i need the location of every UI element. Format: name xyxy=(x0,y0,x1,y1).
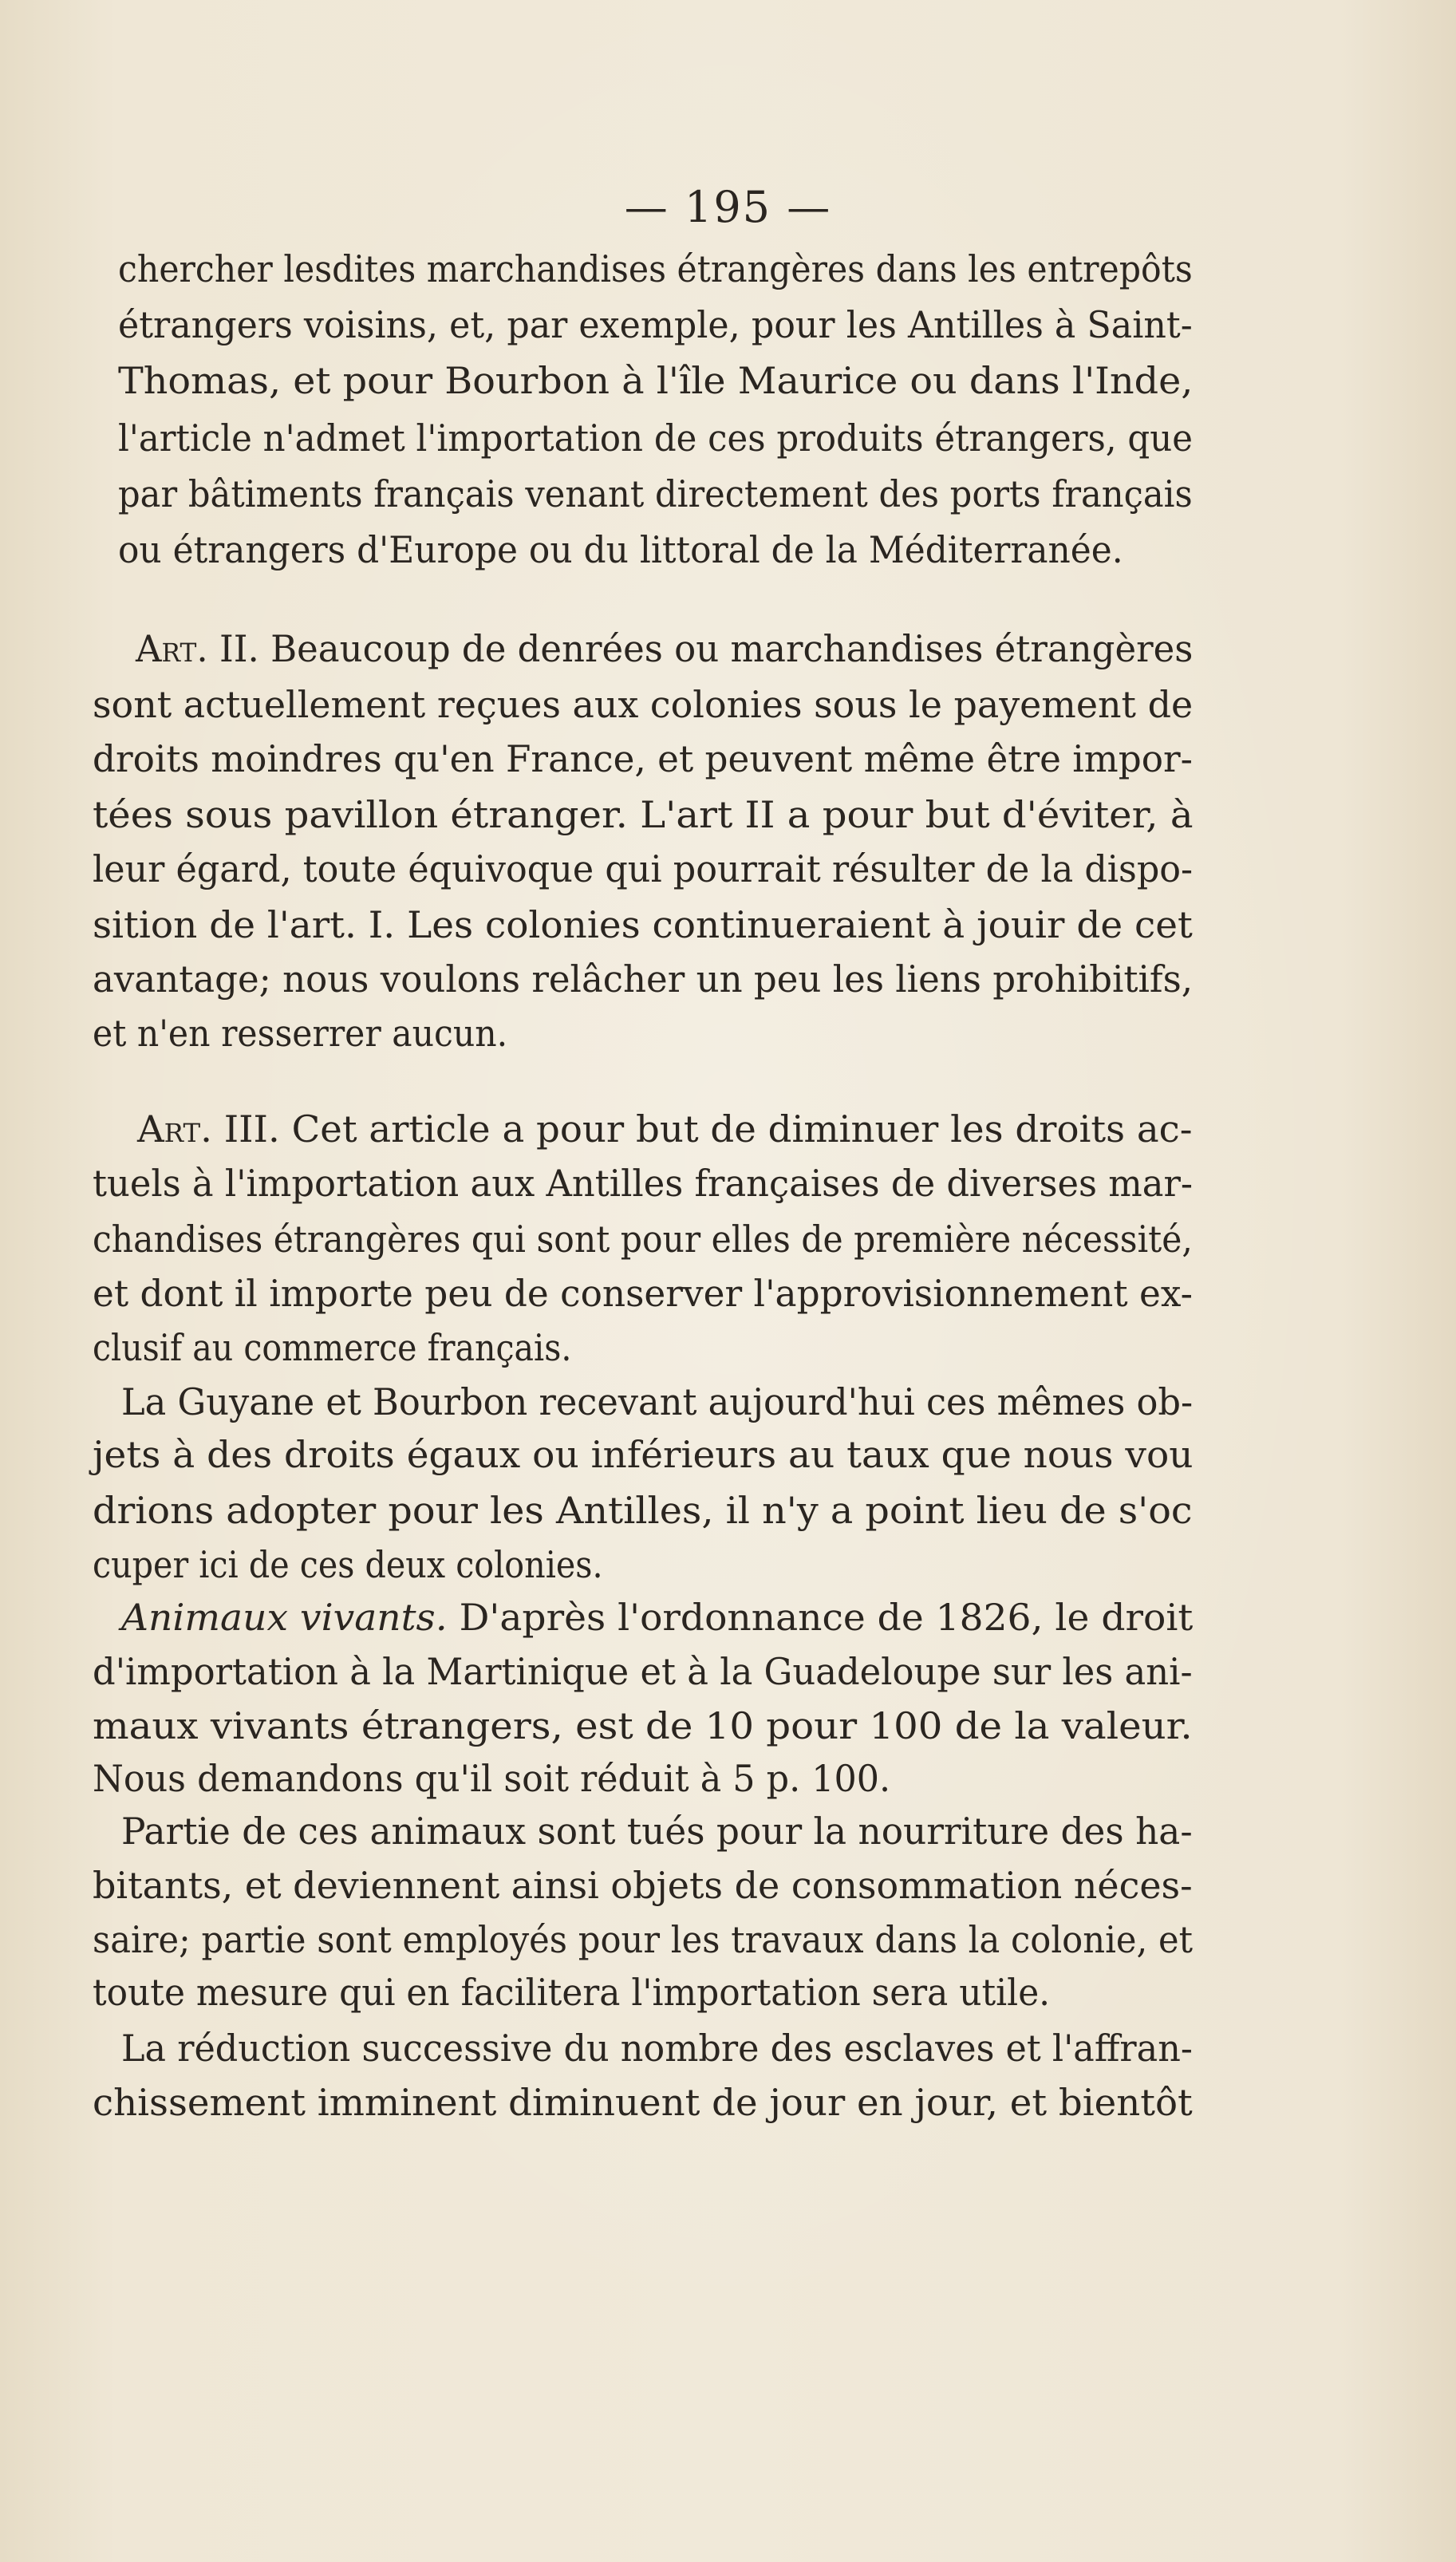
text-line: par bâtiments français venant directement des ports français xyxy=(118,472,1193,515)
text-line: Nous demandons qu'il soit réduit à 5 p. 100. xyxy=(93,1757,891,1800)
text-line: et n'en resserrer aucun. xyxy=(93,1012,508,1055)
text-line: chandises étrangères qui sont pour elles de première nécessité, xyxy=(93,1218,1193,1261)
text-line: clusif au commerce français. xyxy=(93,1326,572,1369)
text-line: drions adopter pour les Antilles, il n'y a point lieu de s'oc xyxy=(93,1489,1193,1532)
text-line: La réduction successive du nombre des esclaves et l'affran- xyxy=(121,2027,1193,2070)
article-label: Art. III. xyxy=(137,1107,280,1151)
text-line: ou étrangers d'Europe ou du littoral de la Méditerranée. xyxy=(118,528,1123,571)
text-line: La Guyane et Bourbon recevant aujourd'hui ces mêmes ob- xyxy=(121,1380,1194,1423)
text-line: avantage; nous voulons relâcher un peu les liens prohibitifs, xyxy=(93,957,1194,1001)
text-line: tées sous pavillon étranger. L'art II a pour but d'éviter, à xyxy=(93,793,1194,836)
text-line: droits moindres qu'en France, et peuvent même être impor- xyxy=(93,737,1193,780)
text-line: et dont il importe peu de conserver l'approvisionnement ex- xyxy=(93,1272,1193,1315)
section-label: Animaux vivants. xyxy=(121,1596,448,1639)
text-segment: Cet article a pour but de diminuer les droits ac- xyxy=(291,1107,1193,1151)
text-segment: D'après l'ordonnance de 1826, le droit xyxy=(459,1596,1194,1639)
text-line: d'importation à la Martinique et à la Guadeloupe sur les ani- xyxy=(93,1650,1193,1693)
text-line: jets à des droits égaux ou inférieurs au taux que nous vou xyxy=(93,1433,1194,1476)
text-segment: Beaucoup de denrées ou marchandises étrangères xyxy=(270,627,1194,670)
article-label: Art. II. xyxy=(136,627,259,670)
page-number: — 195 — xyxy=(624,182,832,232)
text-line: tuels à l'importation aux Antilles françaises de diverses mar- xyxy=(93,1162,1194,1205)
text-line: Thomas, et pour Bourbon à l'île Maurice ou dans l'Inde, xyxy=(118,359,1194,402)
text-line: cuper ici de ces deux colonies. xyxy=(93,1543,603,1586)
text-line: toute mesure qui en facilitera l'importation sera utile. xyxy=(93,1971,1051,2014)
text-line: sont actuellement reçues aux colonies sous le payement de xyxy=(93,683,1194,726)
text-line: chissement imminent diminuent de jour en jour, et bientôt xyxy=(93,2081,1193,2124)
text-line: sition de l'art. I. Les colonies continueraient à jouir de cet xyxy=(93,903,1193,946)
text-line: chercher lesdites marchandises étrangères dans les entrepôts xyxy=(118,247,1193,290)
text-line: l'article n'admet l'importation de ces produits étrangers, que xyxy=(118,416,1193,460)
text-line-first xyxy=(121,1596,1194,1639)
text-line: Partie de ces animaux sont tués pour la nourriture des ha- xyxy=(121,1810,1193,1853)
text-line: saire; partie sont employés pour les travaux dans la colonie, et xyxy=(93,1918,1194,1961)
text-line: maux vivants étrangers, est de 10 pour 100 de la valeur. xyxy=(93,1704,1193,1747)
text-line: étrangers voisins, et, par exemple, pour les Antilles à Saint- xyxy=(118,303,1193,346)
text-line: bitants, et deviennent ainsi objets de consommation néces- xyxy=(93,1864,1193,1907)
text-line-first xyxy=(137,1107,1193,1151)
text-line: leur égard, toute équivoque qui pourrait résulter de la dispo- xyxy=(93,847,1194,890)
text-line-first xyxy=(136,627,1194,670)
